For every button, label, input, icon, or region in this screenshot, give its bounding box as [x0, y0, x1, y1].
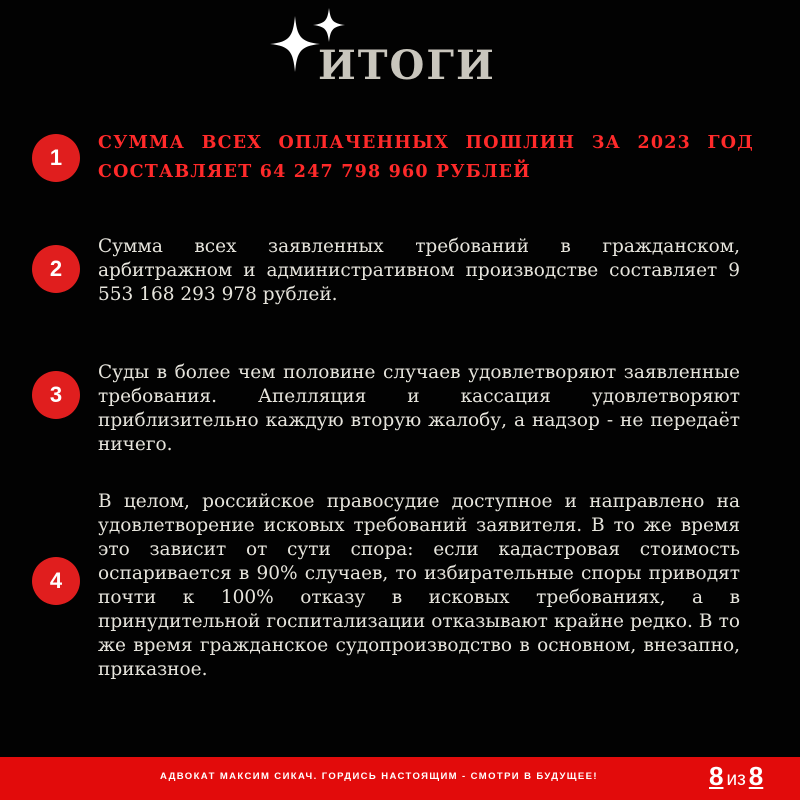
page-title: ИТОГИ	[318, 42, 496, 89]
item-number-badge: 2	[32, 245, 80, 293]
page-of-label: из	[726, 769, 746, 790]
page-indicator	[709, 761, 763, 792]
item-2-text: Сумма всех заявленных требований в гражданском, арбитражном и административном производстве составляет 9 553 168 293 978 рублей.	[98, 236, 740, 305]
item-1-headline: СУММА ВСЕХ ОПЛАЧЕННЫХ ПОШЛИН ЗА 2023 ГОД СОСТАВЛЯЕТ 64 247 798 960 РУБЛЕЙ	[98, 133, 754, 182]
footer-bar	[0, 757, 800, 800]
page-current: 8	[709, 761, 724, 791]
item-3-text: Суды в более чем половине случаев удовлетворяют заявленные требования. Апелляция и кассация удовлетворяют приблизительно каждую вторую жалобу, а надзор - не передаёт ничего.	[98, 362, 740, 455]
item-number-badge: 3	[32, 371, 80, 419]
footer-tagline: АДВОКАТ МАКСИМ СИКАЧ. ГОРДИСЬ НАСТОЯЩИМ - СМОТРИ В БУДУЩЕЕ!	[160, 771, 598, 782]
item-number-badge: 4	[32, 557, 80, 605]
page-total: 8	[748, 761, 764, 791]
item-number-badge: 1	[32, 134, 80, 182]
item-4-text: В целом, российское правосудие доступное и направлено на удовлетворение исковых требований заявителя. В то же время это зависит от сути спора: если кадастровая стоимость оспаривается в 90% случаев, то избирательные споры приводят почти к 100% отказу в исковых требованиях, а в принудительной госпитализации отказывают крайне редко. В то же время гражданское судопроизводство в основном, внезапно, приказное.	[98, 491, 740, 680]
sparkle-icon	[313, 8, 345, 42]
